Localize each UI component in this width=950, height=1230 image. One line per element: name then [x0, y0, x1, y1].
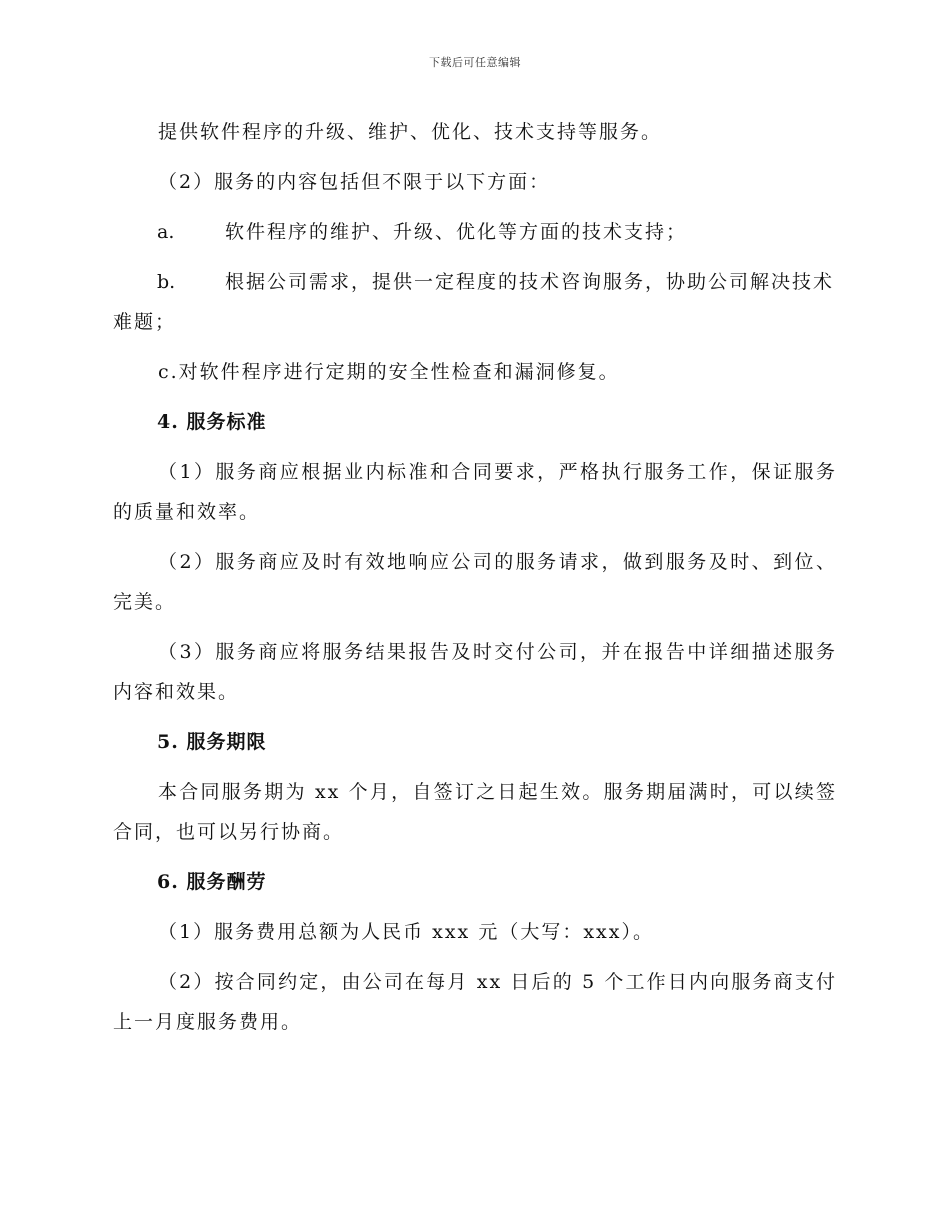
section-heading-service-fee: 6. 服务酬劳	[157, 871, 267, 893]
paragraph-term-1: 本合同服务期为 xx 个月，自签订之日起生效。服务期届满时，可以续签合同，也可以另行协商。	[113, 781, 837, 843]
paragraph-standard-1: （1）服务商应根据业内标准和合同要求，严格执行服务工作，保证服务的质量和效率。	[113, 461, 837, 523]
list-marker-b: b.	[157, 271, 176, 293]
list-item-a-text: 软件程序的维护、升级、优化等方面的技术支持；	[225, 221, 688, 243]
list-marker-a: a.	[157, 221, 175, 243]
document-body	[113, 112, 837, 1052]
paragraph-fee-2: （2）按合同约定，由公司在每月 xx 日后的 5 个工作日内向服务商支付上一月度服务费用。	[113, 971, 837, 1033]
page-header-note: 下载后可任意编辑	[429, 56, 521, 69]
section-heading-service-term: 5. 服务期限	[157, 731, 267, 753]
list-item-b-text: 根据公司需求，提供一定程度的技术咨询服务，协助公司解决技术难题；	[113, 271, 835, 333]
paragraph-standard-2: （2）服务商应及时有效地响应公司的服务请求，做到服务及时、到位、完美。	[113, 551, 837, 613]
list-item-a	[113, 212, 837, 252]
section-heading-service-standard: 4. 服务标准	[157, 411, 267, 433]
paragraph-standard-3: （3）服务商应将服务结果报告及时交付公司，并在报告中详细描述服务内容和效果。	[113, 641, 837, 703]
paragraph-fee-1: （1）服务费用总额为人民币 xxx 元（大写：xxx）。	[158, 921, 654, 943]
paragraph-service-scope-intro: 提供软件程序的升级、维护、优化、技术支持等服务。	[158, 121, 663, 143]
paragraph-service-content-heading: （2）服务的内容包括但不限于以下方面：	[158, 171, 551, 193]
list-item-b	[113, 262, 837, 342]
list-item-c: c.对软件程序进行定期的安全性检查和漏洞修复。	[158, 361, 620, 383]
